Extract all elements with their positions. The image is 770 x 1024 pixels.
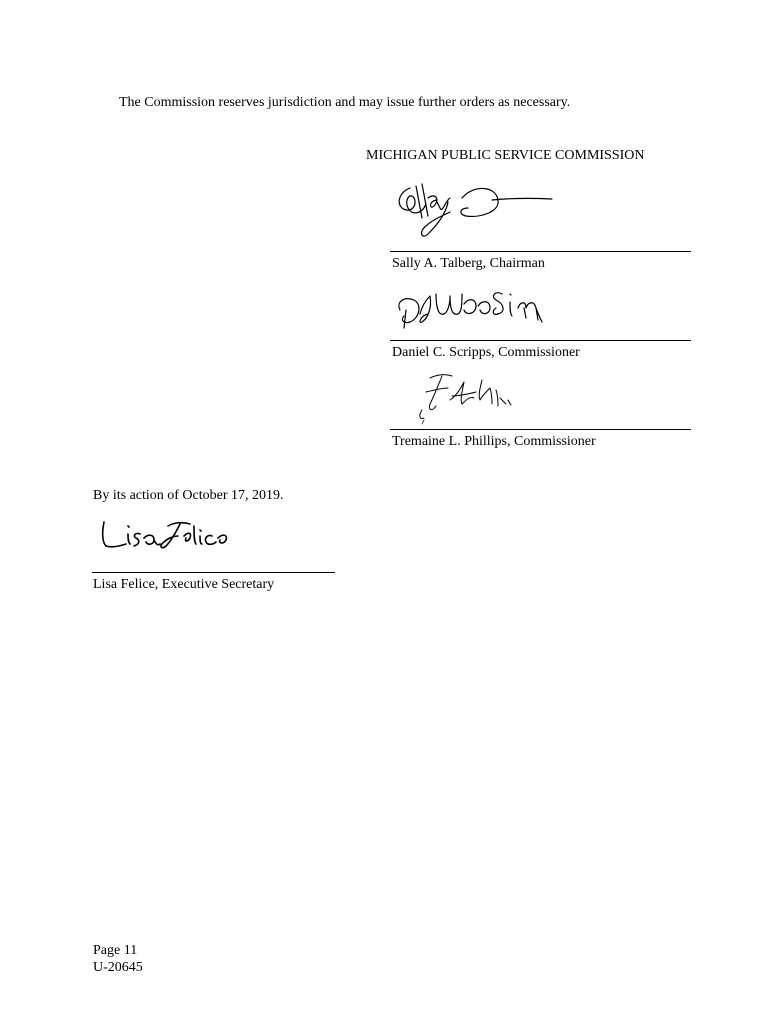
page-number: Page 11 xyxy=(93,943,138,958)
signatory-caption-talberg: Sally A. Talberg, Chairman xyxy=(392,256,545,271)
signature-talberg xyxy=(392,178,562,244)
signature-felice xyxy=(96,514,246,558)
signature-phillips xyxy=(412,370,532,426)
reservation-paragraph: The Commission reserves jurisdiction and may issue further orders as necessary. xyxy=(119,95,571,110)
action-statement: By its action of October 17, 2019. xyxy=(93,488,284,503)
secretary-caption: Lisa Felice, Executive Secretary xyxy=(93,577,275,592)
signature-line-scripps xyxy=(390,340,691,341)
commission-name: MICHIGAN PUBLIC SERVICE COMMISSION xyxy=(366,148,645,163)
signature-line-talberg xyxy=(390,251,691,252)
signature-line-phillips xyxy=(390,429,691,430)
signature-scripps xyxy=(392,284,562,334)
case-number: U-20645 xyxy=(93,960,143,975)
signature-line-felice xyxy=(92,572,335,573)
signatory-caption-phillips: Tremaine L. Phillips, Commissioner xyxy=(392,434,596,449)
signatory-caption-scripps: Daniel C. Scripps, Commissioner xyxy=(392,345,580,360)
